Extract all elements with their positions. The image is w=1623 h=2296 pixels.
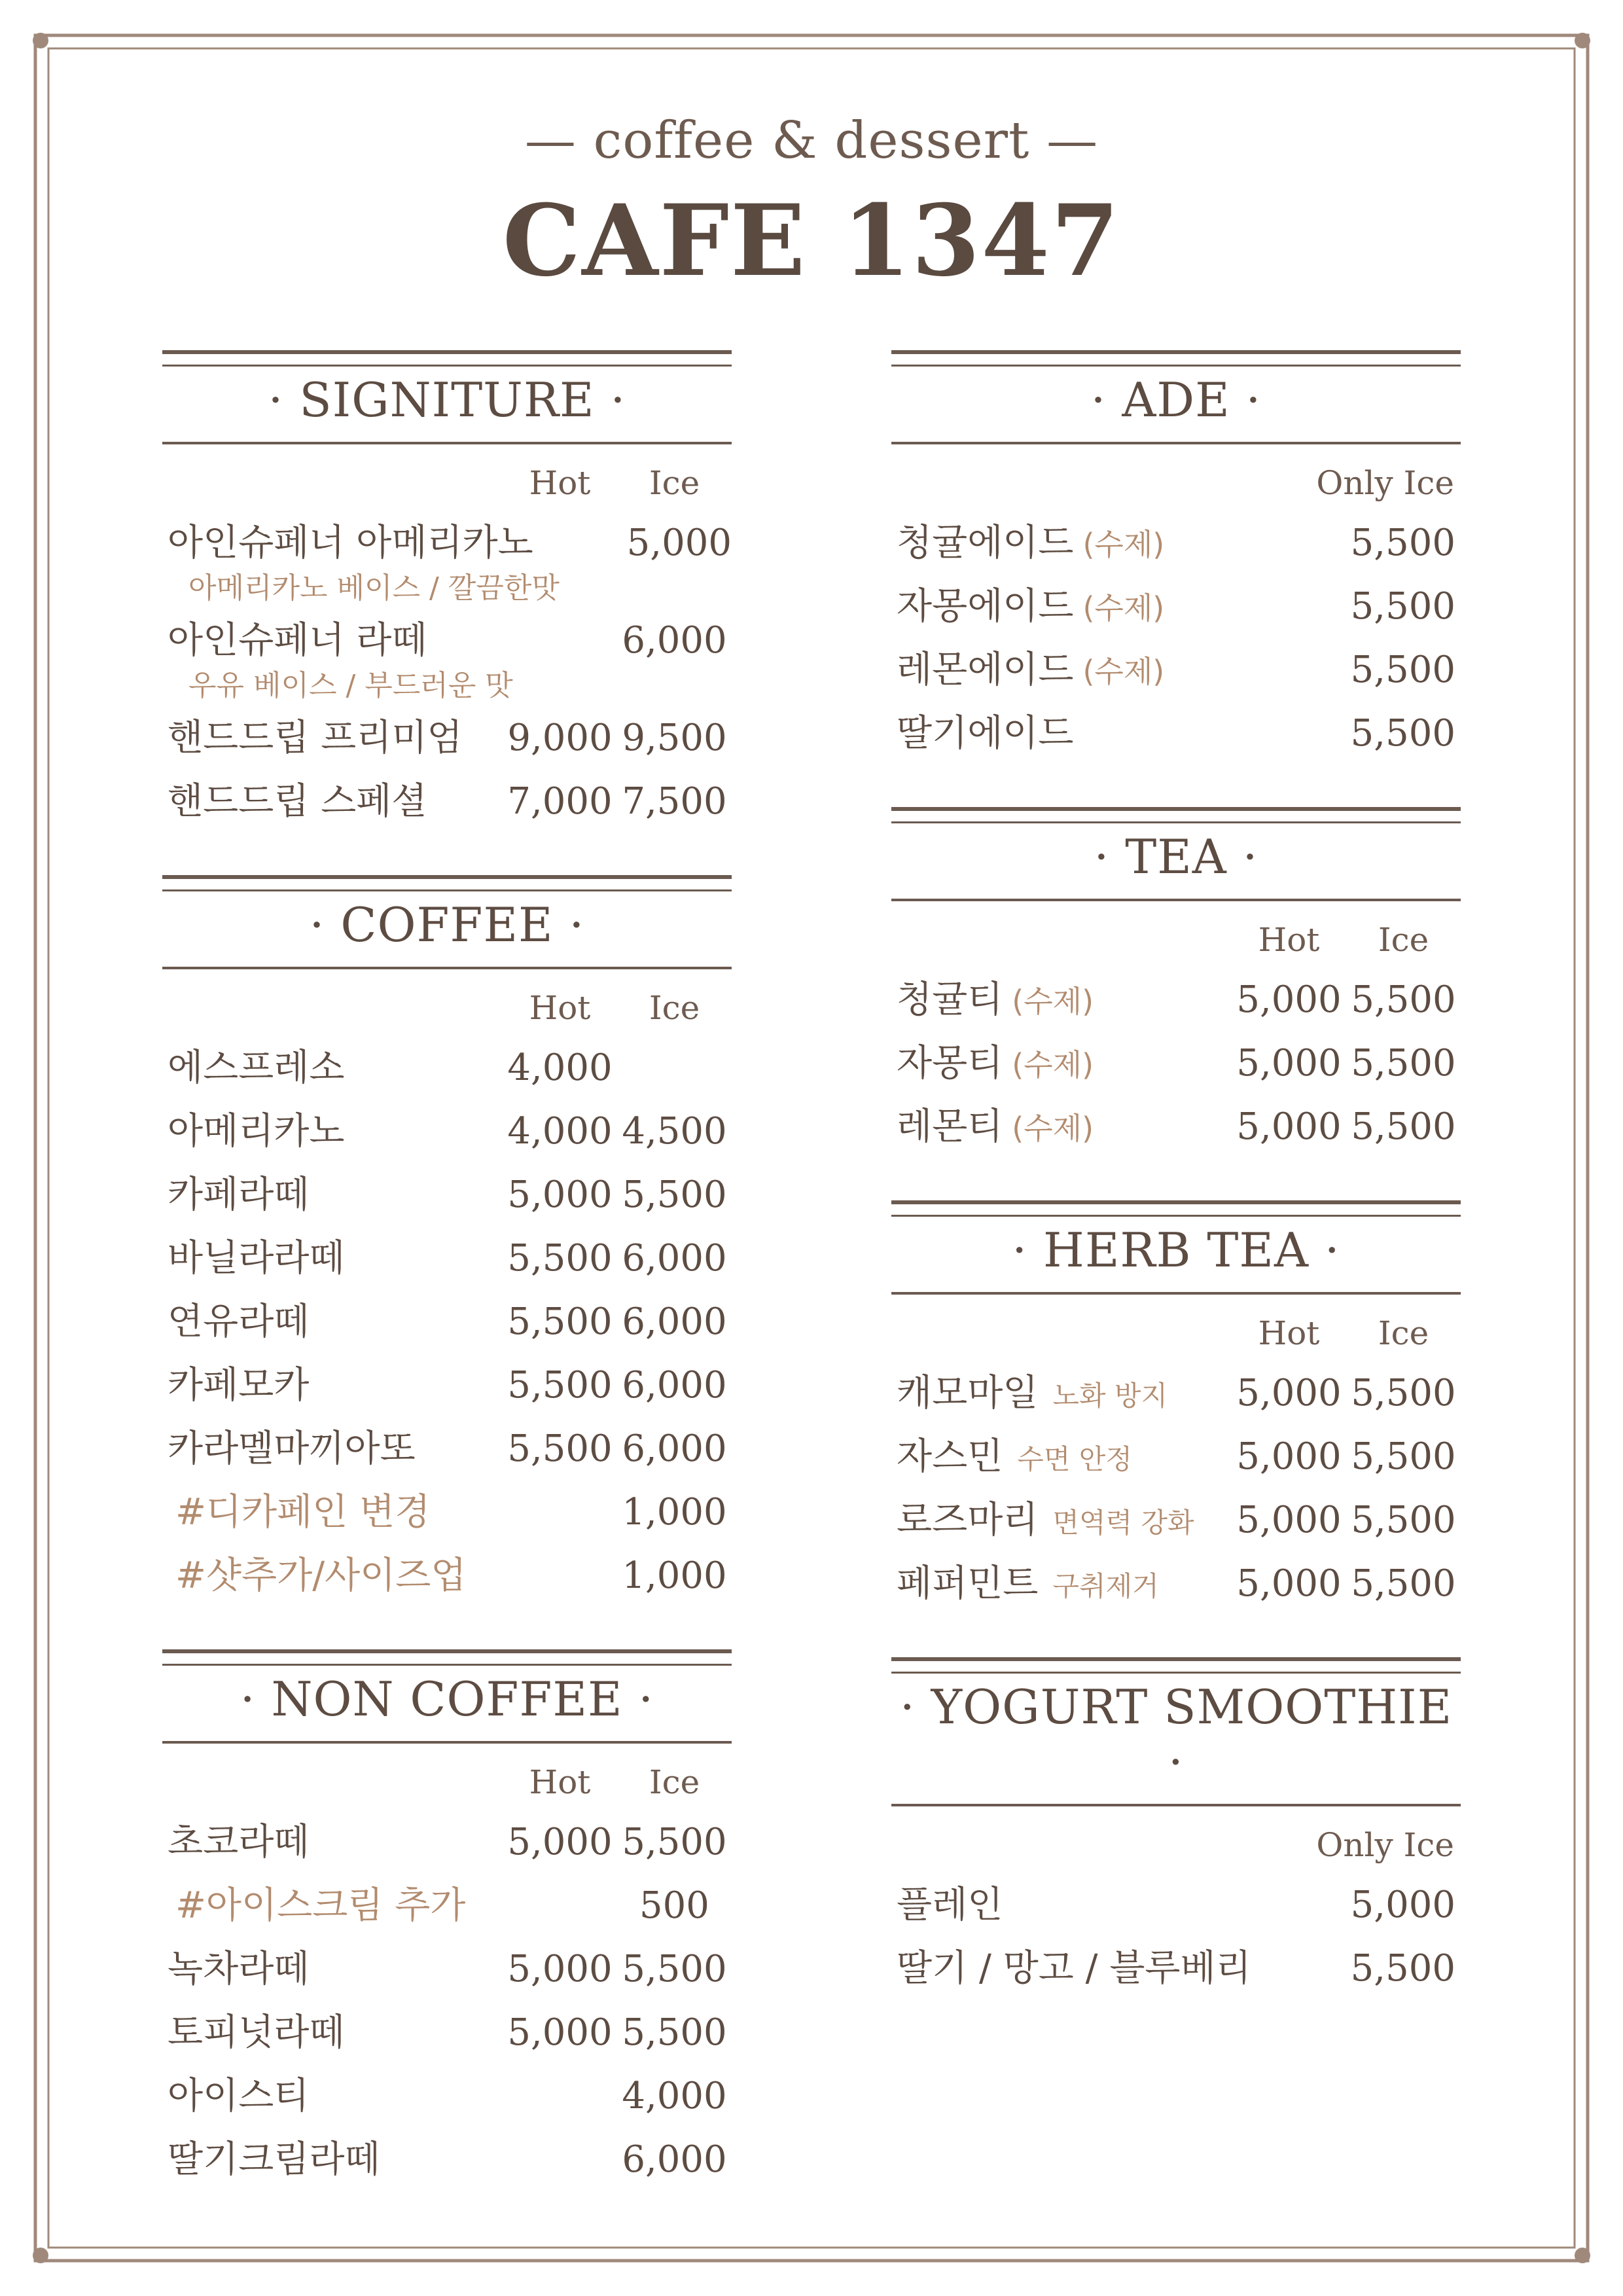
- section-herb-tea: [891, 1200, 1461, 1618]
- ice-price: 7,500: [622, 780, 727, 823]
- ice-price: 5,500: [1351, 1105, 1456, 1148]
- ice-label: Ice: [649, 1763, 700, 1801]
- hot-price: 5,000: [507, 1821, 613, 1863]
- hot-price: 5,500: [507, 1300, 613, 1343]
- item-title: 레몬에이드: [897, 649, 1074, 691]
- ice-price: 5,500: [1351, 978, 1456, 1021]
- ice-price: 4,500: [622, 1110, 727, 1153]
- section-header: [891, 807, 1461, 901]
- ice-price: 5,000: [626, 522, 732, 564]
- ice-price: 5,500: [622, 1948, 727, 1990]
- item-name: 카페라떼: [168, 1174, 310, 1216]
- item-name: [891, 1491, 1232, 1543]
- menu-item: [891, 577, 1461, 641]
- section-header: [162, 350, 732, 444]
- item-name: 에스프레소: [168, 1047, 345, 1089]
- hot-label: Hot: [529, 989, 591, 1027]
- price-labels: [891, 1314, 1461, 1352]
- item-name: 딸기 / 망고 / 블루베리: [897, 1947, 1251, 1990]
- ice-price: 5,000: [1350, 1884, 1455, 1926]
- hot-price: 5,000: [1236, 1499, 1342, 1541]
- section-title: · TEA ·: [1094, 829, 1258, 884]
- section-signiture: [162, 350, 732, 836]
- ice-price: 6,000: [622, 1237, 727, 1280]
- ice-label: Ice: [1378, 921, 1429, 959]
- hot-price: 5,000: [507, 1174, 613, 1216]
- ice-price: 6,000: [622, 2138, 727, 2181]
- hot-label: Hot: [1258, 921, 1320, 959]
- item-description: 아메리카노 베이스 / 깔끔한맛: [188, 571, 560, 605]
- section-title: · COFFEE ·: [309, 897, 585, 952]
- item-title: 캐모마일: [897, 1372, 1039, 1414]
- spacer: [162, 1610, 732, 1649]
- item-name: 아인슈페너 아메리카노: [168, 522, 533, 564]
- item-name: 아이스티: [168, 2075, 310, 2117]
- item-title: 자몽에이드: [897, 585, 1074, 628]
- item-note: (수제): [1012, 1047, 1094, 1083]
- price-labels: [891, 464, 1461, 502]
- item-description: 우유 베이스 / 부드러운 맛: [188, 669, 513, 702]
- ice-price: 5,500: [1351, 1372, 1456, 1414]
- section-tea: [891, 807, 1461, 1161]
- item-name: 아인슈페너 라떼: [168, 619, 427, 662]
- item-note: 수면 안정: [1017, 1443, 1132, 1475]
- section-coffee: [162, 875, 732, 1610]
- menu-item: [891, 1098, 1461, 1161]
- only-ice-label: Only Ice: [1316, 464, 1454, 502]
- ice-price: 5,500: [1350, 712, 1455, 755]
- ice-price: 6,000: [622, 1364, 727, 1407]
- only-ice-label: Only Ice: [1316, 1826, 1454, 1864]
- item-name: 카라멜마끼아또: [168, 1427, 416, 1470]
- ice-price: 1,000: [622, 1554, 727, 1597]
- ice-price: 5,500: [1350, 522, 1455, 564]
- item-title: 청귤티: [897, 978, 1003, 1021]
- price-labels: [162, 464, 732, 502]
- item-note: 구취제거: [1052, 1570, 1159, 1602]
- item-title: 자스민: [897, 1435, 1003, 1478]
- item-name: 핸드드립 스페셜: [168, 780, 427, 823]
- cafe-title: CAFE 1347: [502, 183, 1121, 298]
- menu-item: [162, 2067, 732, 2130]
- menu-item: [891, 1034, 1461, 1098]
- left-column: [162, 350, 732, 2194]
- item-title: 자몽티: [897, 1042, 1003, 1085]
- cafe-subtitle: — coffee & dessert —: [524, 111, 1099, 170]
- item-title: 딸기에이드: [897, 712, 1074, 755]
- item-name: [891, 577, 1351, 630]
- ice-price: 5,500: [622, 1821, 727, 1863]
- item-name: [891, 641, 1351, 693]
- item-note: (수제): [1012, 1111, 1094, 1146]
- menu-item: [162, 772, 732, 836]
- menu-item: [162, 1420, 732, 1483]
- item-name: 녹차라떼: [168, 1948, 310, 1990]
- ice-price: 5,500: [1351, 1042, 1456, 1085]
- section-non-coffee: [162, 1649, 732, 2194]
- spacer: [891, 1618, 1461, 1657]
- hot-price: 5,000: [507, 2011, 613, 2054]
- item-name: [891, 704, 1351, 757]
- item-title: 로즈마리: [897, 1499, 1039, 1541]
- item-name: 바닐라라떼: [168, 1237, 345, 1280]
- price-labels: [891, 1826, 1461, 1864]
- ice-label: Ice: [649, 989, 700, 1027]
- section-yogurt-smoothie: [891, 1657, 1461, 2003]
- menu-item: [891, 514, 1461, 577]
- price-labels: [891, 921, 1461, 959]
- ice-price: 5,500: [622, 2011, 727, 2054]
- ice-price: 1,000: [622, 1491, 727, 1534]
- item-note: (수제): [1082, 590, 1165, 626]
- menu-item: [162, 1166, 732, 1229]
- item-name: [891, 1034, 1232, 1086]
- ice-price: 5,500: [1350, 1947, 1455, 1990]
- option-name: #디카페인 변경: [175, 1491, 431, 1534]
- ice-price: 5,500: [622, 1174, 727, 1216]
- section-title: · SIGNITURE ·: [268, 372, 626, 427]
- ice-price: 6,000: [622, 1427, 727, 1470]
- section-ade: [891, 350, 1461, 768]
- section-header: [891, 1200, 1461, 1295]
- menu-item: [891, 1939, 1461, 2003]
- ice-price: 9,500: [622, 717, 727, 759]
- ice-price: 4,000: [622, 2075, 727, 2117]
- hot-price: 9,000: [507, 717, 613, 759]
- item-note: (수제): [1082, 527, 1165, 562]
- menu-item: [891, 1554, 1461, 1618]
- menu-item: [891, 1427, 1461, 1491]
- menu-item: [162, 1229, 732, 1293]
- ice-price: 5,500: [1350, 585, 1455, 628]
- hot-label: Hot: [529, 1763, 591, 1801]
- hot-label: Hot: [1258, 1314, 1320, 1352]
- hot-price: 5,500: [507, 1427, 613, 1470]
- menu-item: [162, 1813, 732, 1876]
- hot-price: 5,000: [1236, 978, 1342, 1021]
- item-name: 아메리카노: [168, 1110, 345, 1153]
- ice-price: 5,500: [1351, 1499, 1456, 1541]
- hot-price: 5,000: [1236, 1372, 1342, 1414]
- item-title: 페퍼민트: [897, 1562, 1039, 1605]
- section-header: [891, 1657, 1461, 1806]
- spacer: [162, 836, 732, 875]
- item-name: [891, 1427, 1232, 1480]
- item-note: 노화 방지: [1052, 1380, 1168, 1412]
- menu-item: [891, 971, 1461, 1034]
- item-name: [891, 1364, 1232, 1416]
- section-header: [162, 1649, 732, 1744]
- item-title: 청귤에이드: [897, 522, 1074, 564]
- item-name: 초코라떼: [168, 1821, 310, 1863]
- hot-price: 4,000: [507, 1110, 613, 1153]
- item-name: 토피넛라떼: [168, 2011, 345, 2054]
- spacer: [891, 768, 1461, 807]
- ice-label: Ice: [649, 464, 700, 502]
- item-name: [891, 971, 1232, 1023]
- item-name: 연유라떼: [168, 1300, 310, 1343]
- menu-item: [162, 1102, 732, 1166]
- section-title: · HERB TEA ·: [1012, 1223, 1340, 1278]
- hot-price: 5,000: [507, 1948, 613, 1990]
- hot-price: 5,500: [507, 1237, 613, 1280]
- section-title: · YOGURT SMOOTHIE ·: [899, 1679, 1453, 1789]
- ice-price: 5,500: [1351, 1562, 1456, 1605]
- menu-item: [891, 641, 1461, 704]
- item-name: 핸드드립 프리미엄: [168, 717, 463, 759]
- menu-item: [162, 2003, 732, 2067]
- menu-item: [162, 2130, 732, 2194]
- menu-item: [162, 1356, 732, 1420]
- menu-item: [162, 1293, 732, 1356]
- ice-price: 500: [639, 1884, 709, 1927]
- ice-label: Ice: [1378, 1314, 1429, 1352]
- spacer: [891, 1161, 1461, 1200]
- hot-price: 5,000: [1236, 1435, 1342, 1478]
- hot-price: 5,000: [1236, 1042, 1342, 1085]
- menu-item: [162, 709, 732, 772]
- item-title: 레몬티: [897, 1105, 1003, 1148]
- hot-label: Hot: [529, 464, 591, 502]
- option-item: [162, 1483, 732, 1547]
- ice-price: 6,000: [622, 619, 727, 662]
- ice-price: 6,000: [622, 1300, 727, 1343]
- ice-price: 5,500: [1350, 649, 1455, 691]
- item-note: (수제): [1082, 654, 1165, 689]
- hot-price: 5,500: [507, 1364, 613, 1407]
- section-title: · ADE ·: [1090, 372, 1262, 427]
- hot-price: 5,000: [1236, 1562, 1342, 1605]
- item-name: 카페모카: [168, 1364, 310, 1407]
- section-header: [162, 875, 732, 969]
- item-note: 면역력 강화: [1052, 1507, 1194, 1539]
- hot-price: 5,000: [1236, 1105, 1342, 1148]
- menu-header: [0, 111, 1623, 298]
- item-name: 플레인: [897, 1884, 1003, 1926]
- menu-item: [891, 1364, 1461, 1427]
- item-name: 딸기크림라떼: [168, 2138, 380, 2181]
- option-name: #샷추가/사이즈업: [175, 1554, 467, 1597]
- hot-price: 7,000: [507, 780, 613, 823]
- item-note: (수제): [1012, 984, 1094, 1019]
- menu-item: [891, 1491, 1461, 1554]
- menu-item: [162, 1940, 732, 2003]
- hot-price: 4,000: [507, 1047, 613, 1089]
- option-item: [162, 1547, 732, 1610]
- menu-item: [162, 1039, 732, 1102]
- menu-item: [891, 1876, 1461, 1939]
- section-title: · NON COFFEE ·: [240, 1672, 654, 1727]
- price-labels: [162, 989, 732, 1027]
- item-name: [891, 514, 1351, 566]
- ice-price: 5,500: [1351, 1435, 1456, 1478]
- right-column: [891, 350, 1461, 2003]
- option-name: #아이스크림 추가: [175, 1884, 466, 1927]
- item-name: [891, 1554, 1232, 1607]
- section-header: [891, 350, 1461, 444]
- menu-item: [891, 704, 1461, 768]
- price-labels: [162, 1763, 732, 1801]
- option-item: [162, 1876, 732, 1940]
- item-name: [891, 1098, 1232, 1150]
